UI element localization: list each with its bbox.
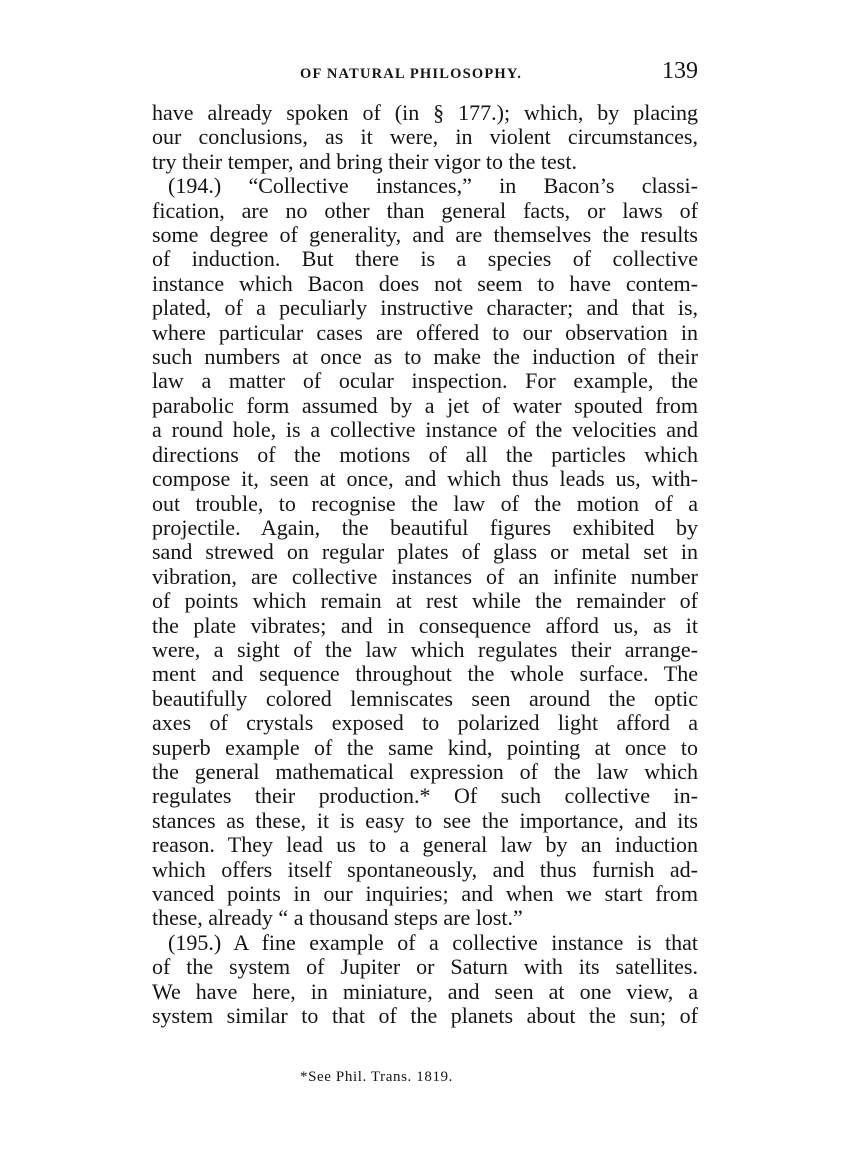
- text-line: where particular cases are offered to our observation in: [152, 319, 698, 345]
- text-line: out trouble, to recognise the law of the motion of a: [152, 490, 698, 516]
- text-line: fication, are no other than general facts, or laws of: [152, 197, 698, 223]
- text-line: plated, of a peculiarly instructive character; and that is,: [152, 295, 698, 321]
- text-line: (195.) A fine example of a collective instance is that: [168, 929, 698, 955]
- footnote: *See Phil. Trans. 1819.: [300, 1069, 453, 1085]
- text-line: the general mathematical expression of the law which: [152, 758, 698, 784]
- text-line: law a matter of ocular inspection. For example, the: [152, 368, 698, 394]
- text-line: projectile. Again, the beautiful figures exhibited by: [152, 514, 698, 540]
- text-line: of the system of Jupiter or Saturn with its satellites.: [152, 954, 698, 980]
- text-line: sand strewed on regular plates of glass or metal set in: [152, 539, 698, 565]
- book-page: [152, 58, 698, 1028]
- text-line: some degree of generality, and are themselves the results: [152, 222, 698, 248]
- running-head: [152, 58, 698, 92]
- text-line: superb example of the same kind, pointing at once to: [152, 734, 698, 760]
- text-line: were, a sight of the law which regulates their arrange-: [152, 636, 698, 662]
- text-line: vibration, are collective instances of an infinite number: [152, 563, 698, 589]
- text-line: have already spoken of (in § 177.); which, by placing: [152, 100, 698, 125]
- text-line: axes of crystals exposed to polarized light afford a: [152, 710, 698, 736]
- body-text: [152, 101, 698, 1028]
- running-title: OF NATURAL PHILOSOPHY.: [300, 66, 523, 82]
- page-number: 139: [662, 58, 698, 84]
- text-line: these, already “ a thousand steps are lost.”: [152, 905, 523, 931]
- text-line: instance which Bacon does not seem to have contem-: [152, 270, 698, 296]
- text-line: of induction. But there is a species of collective: [152, 246, 698, 272]
- text-line: the plate vibrates; and in consequence afford us, as it: [152, 612, 698, 638]
- text-line: try their temper, and bring their vigor to the test.: [152, 148, 577, 174]
- text-line: vanced points in our inquiries; and when we start from: [152, 881, 698, 906]
- text-line: reason. They lead us to a general law by an induction: [152, 832, 698, 858]
- text-line: system similar to that of the planets about the sun; of: [152, 1003, 698, 1029]
- text-line: a round hole, is a collective instance of the velocities and: [152, 417, 698, 443]
- text-line: which offers itself spontaneously, and thus furnish ad-: [152, 856, 698, 882]
- text-line: stances as these, it is easy to see the importance, and its: [152, 807, 698, 833]
- text-line: (194.) “Collective instances,” in Bacon’s classi-: [168, 173, 698, 199]
- text-line: compose it, seen at once, and which thus leads us, with-: [152, 466, 698, 492]
- text-line: directions of the motions of all the particles which: [152, 441, 698, 467]
- text-line: such numbers at once as to make the induction of their: [152, 344, 698, 370]
- text-line: beautifully colored lemniscates seen around the optic: [152, 685, 698, 711]
- text-line: parabolic form assumed by a jet of water spouted from: [152, 392, 698, 418]
- text-line: of points which remain at rest while the remainder of: [152, 588, 698, 614]
- text-line: ment and sequence throughout the whole surface. The: [152, 661, 698, 687]
- text-line: regulates their production.* Of such collective in-: [152, 783, 698, 809]
- text-line: our conclusions, as it were, in violent circumstances,: [152, 124, 698, 150]
- text-line: We have here, in miniature, and seen at one view, a: [152, 978, 698, 1004]
